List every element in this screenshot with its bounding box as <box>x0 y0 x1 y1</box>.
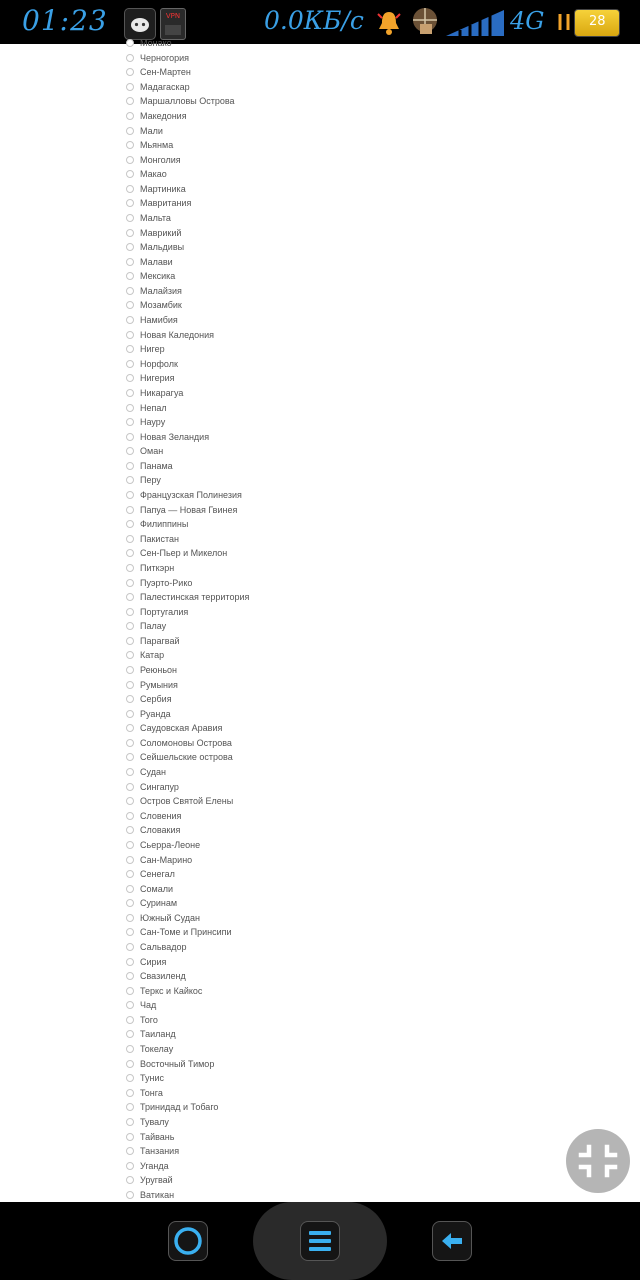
radio-button[interactable] <box>126 389 134 397</box>
country-label: Сенегал <box>140 869 175 880</box>
clock: 01:23 <box>22 4 108 37</box>
country-label: Филиппины <box>140 519 189 530</box>
country-label: Сингапур <box>140 781 179 792</box>
radio-button[interactable] <box>126 666 134 674</box>
radio-button[interactable] <box>126 1001 134 1009</box>
country-option[interactable] <box>126 823 180 837</box>
country-option[interactable] <box>126 401 167 415</box>
radio-button[interactable] <box>126 462 134 470</box>
radio-button[interactable] <box>126 637 134 645</box>
country-option[interactable] <box>126 984 202 998</box>
radio-button[interactable] <box>126 258 134 266</box>
country-label: Французская Полинезия <box>140 490 242 500</box>
country-option[interactable] <box>126 532 179 546</box>
country-option[interactable] <box>126 867 175 881</box>
status-bar <box>0 0 640 44</box>
country-radio-list[interactable] <box>0 38 640 1202</box>
radio-button[interactable] <box>126 841 134 849</box>
country-option[interactable] <box>126 969 186 983</box>
country-option[interactable] <box>126 138 173 152</box>
country-label: Тайвань <box>140 1131 175 1142</box>
radio-button[interactable] <box>126 141 134 149</box>
radio-button[interactable] <box>126 54 134 62</box>
country-label: Судан <box>140 767 166 777</box>
country-label: Панама <box>140 460 173 471</box>
radio-button[interactable] <box>126 914 134 922</box>
country-option[interactable] <box>126 444 163 458</box>
country-label: Монако <box>140 38 172 48</box>
country-option[interactable] <box>126 1115 169 1129</box>
radio-button[interactable] <box>126 710 134 718</box>
country-label: Соломоновы Острова <box>140 737 232 748</box>
country-option[interactable] <box>126 240 184 254</box>
network-speed: 0.0КБ/с <box>264 6 364 35</box>
country-option[interactable] <box>126 1071 164 1085</box>
country-label: Катар <box>140 650 165 661</box>
radio-button[interactable] <box>126 491 134 499</box>
country-label: Восточный Тимор <box>140 1058 215 1069</box>
country-option[interactable] <box>126 838 200 852</box>
country-option[interactable] <box>126 36 172 50</box>
country-option[interactable] <box>126 882 173 896</box>
bell-icon <box>374 8 404 42</box>
country-option[interactable] <box>126 736 232 750</box>
country-label: Танзания <box>140 1146 180 1157</box>
country-label: Мальдивы <box>140 242 185 253</box>
country-option[interactable] <box>126 65 191 79</box>
country-label: Намибия <box>140 315 178 325</box>
country-option[interactable] <box>126 1173 173 1187</box>
country-label: Токелау <box>140 1044 174 1054</box>
country-option[interactable] <box>126 605 188 619</box>
minimize-arrows-icon <box>566 1129 630 1193</box>
country-option[interactable] <box>126 1144 179 1158</box>
country-option[interactable] <box>126 313 178 327</box>
country-option[interactable] <box>126 371 175 385</box>
radio-button[interactable] <box>126 987 134 995</box>
country-label: Парагвай <box>140 635 180 646</box>
radio-button[interactable] <box>126 243 134 251</box>
country-label: Македония <box>140 110 187 121</box>
country-option[interactable] <box>126 853 192 867</box>
radio-button[interactable] <box>126 156 134 164</box>
country-option[interactable] <box>126 1100 218 1114</box>
country-label: Нигер <box>140 344 165 355</box>
country-label: Перу <box>140 475 161 486</box>
radio-button[interactable] <box>126 68 134 76</box>
country-option[interactable] <box>126 896 177 910</box>
country-option[interactable] <box>126 124 163 138</box>
country-label: Того <box>140 1014 158 1025</box>
country-option[interactable] <box>126 357 178 371</box>
country-label: Мьянма <box>140 140 174 151</box>
country-label: Тунис <box>140 1073 164 1084</box>
country-label: Мадагаскар <box>140 81 190 92</box>
country-option[interactable] <box>126 1013 158 1027</box>
menu-lines-icon <box>301 1222 339 1260</box>
country-label: Сьерра-Леоне <box>140 839 201 850</box>
radio-button[interactable] <box>126 549 134 557</box>
country-option[interactable] <box>126 109 187 123</box>
country-label: Никарагуа <box>140 387 184 398</box>
country-option[interactable] <box>126 342 165 356</box>
country-option[interactable] <box>126 298 182 312</box>
radio-button[interactable] <box>126 1060 134 1068</box>
radio-button[interactable] <box>126 272 134 280</box>
country-label: Руанда <box>140 708 171 719</box>
country-option[interactable] <box>126 211 171 225</box>
radio-button[interactable] <box>126 1089 134 1097</box>
country-label: Уругвай <box>140 1175 173 1186</box>
country-label: Сирия <box>140 956 167 967</box>
country-label: Тувалу <box>140 1116 169 1127</box>
country-label: Таиланд <box>140 1029 176 1040</box>
radio-button[interactable] <box>126 943 134 951</box>
country-option[interactable] <box>126 619 166 633</box>
radio-button[interactable] <box>126 1016 134 1024</box>
country-label: Монголия <box>140 154 181 165</box>
radio-button[interactable] <box>126 476 134 484</box>
country-option[interactable] <box>126 196 191 210</box>
country-label: Словения <box>140 810 182 821</box>
country-label: Суринам <box>140 898 178 909</box>
radio-button[interactable] <box>126 1162 134 1170</box>
radio-button[interactable] <box>126 345 134 353</box>
country-option[interactable] <box>126 750 233 764</box>
vpn-label: VPN <box>165 12 181 20</box>
radio-button[interactable] <box>126 214 134 222</box>
country-option[interactable] <box>126 415 165 429</box>
country-option[interactable] <box>126 488 242 502</box>
country-label: Чад <box>140 1000 157 1011</box>
country-label: Сейшельские острова <box>140 752 233 763</box>
country-label: Черногория <box>140 52 189 63</box>
radio-button[interactable] <box>126 229 134 237</box>
radio-button[interactable] <box>126 899 134 907</box>
country-option[interactable] <box>126 648 164 662</box>
country-option[interactable] <box>126 1159 169 1173</box>
country-label: Сан-Томе и Принсипи <box>140 927 232 938</box>
radio-button[interactable] <box>126 520 134 528</box>
radio-button[interactable] <box>126 928 134 936</box>
country-option[interactable] <box>126 707 171 721</box>
country-option[interactable] <box>126 1130 174 1144</box>
radio-button[interactable] <box>126 1147 134 1155</box>
radio-button[interactable] <box>126 127 134 135</box>
country-option[interactable] <box>126 1042 173 1056</box>
country-option[interactable] <box>126 182 186 196</box>
country-label: Норфолк <box>140 358 178 369</box>
country-option[interactable] <box>126 226 181 240</box>
radio-button[interactable] <box>126 404 134 412</box>
country-option[interactable] <box>126 167 167 181</box>
radio-button[interactable] <box>126 447 134 455</box>
country-option[interactable] <box>126 94 235 108</box>
country-label: Мозамбик <box>140 300 182 311</box>
radio-button[interactable] <box>126 724 134 732</box>
country-label: Свазиленд <box>140 971 186 982</box>
radio-button[interactable] <box>126 316 134 324</box>
country-label: Папуа — Новая Гвинея <box>140 504 238 515</box>
country-option[interactable] <box>126 663 177 677</box>
country-option[interactable] <box>126 634 179 648</box>
radio-button[interactable] <box>126 199 134 207</box>
country-option[interactable] <box>126 911 200 925</box>
security-app-icon <box>408 6 442 42</box>
country-label: Сен-Мартен <box>140 67 191 78</box>
radio-button[interactable] <box>126 593 134 601</box>
signal-strength-icon <box>446 10 504 40</box>
country-option[interactable] <box>126 780 179 794</box>
navigation-bar <box>0 1202 640 1280</box>
menu-button[interactable] <box>300 1221 340 1261</box>
country-option[interactable] <box>126 692 172 706</box>
radio-button[interactable] <box>126 856 134 864</box>
country-label: Реюньон <box>140 664 177 675</box>
radio-button[interactable] <box>126 331 134 339</box>
country-label: Малави <box>140 256 173 267</box>
country-option[interactable] <box>126 269 175 283</box>
country-option[interactable] <box>126 590 249 604</box>
radio-button[interactable] <box>126 753 134 761</box>
country-option[interactable] <box>126 503 237 517</box>
radio-button[interactable] <box>126 1030 134 1038</box>
country-option[interactable] <box>126 678 178 692</box>
country-label: Новая Зеландия <box>140 431 210 442</box>
country-label: Португалия <box>140 606 189 617</box>
radio-button[interactable] <box>126 739 134 747</box>
country-label: Палестинская территория <box>140 592 250 602</box>
radio-button[interactable] <box>126 1133 134 1141</box>
radio-button[interactable] <box>126 972 134 980</box>
country-option[interactable] <box>126 1086 163 1100</box>
back-button[interactable] <box>432 1221 472 1261</box>
country-label: Мали <box>140 125 163 136</box>
radio-button[interactable] <box>126 374 134 382</box>
country-label: Мальта <box>140 213 171 223</box>
country-label: Южный Судан <box>140 912 201 923</box>
country-option[interactable] <box>126 576 192 590</box>
network-type: 4G <box>510 7 545 35</box>
radio-button[interactable] <box>126 360 134 368</box>
country-label: Оман <box>140 446 164 457</box>
country-option[interactable] <box>126 925 232 939</box>
country-option[interactable] <box>126 255 173 269</box>
circle-home-icon <box>169 1222 207 1260</box>
home-button[interactable] <box>168 1221 208 1261</box>
country-label: Новая Каледония <box>140 329 214 340</box>
country-label: Тонга <box>140 1087 163 1098</box>
radio-button[interactable] <box>126 579 134 587</box>
radio-button[interactable] <box>126 418 134 426</box>
radio-button[interactable] <box>126 870 134 878</box>
country-label: Малайзия <box>140 285 182 296</box>
radio-button[interactable] <box>126 797 134 805</box>
radio-button[interactable] <box>126 826 134 834</box>
country-label: Румыния <box>140 679 178 690</box>
radio-button[interactable] <box>126 112 134 120</box>
radio-button[interactable] <box>126 651 134 659</box>
radio-button[interactable] <box>126 564 134 572</box>
country-label: Пуэрто-Рико <box>140 577 193 588</box>
country-label: Тринидад и Тобаго <box>140 1102 219 1113</box>
country-option[interactable] <box>126 809 181 823</box>
country-option[interactable] <box>126 546 227 560</box>
radio-button[interactable] <box>126 783 134 791</box>
country-option[interactable] <box>126 1057 214 1071</box>
radio-button[interactable] <box>126 1176 134 1184</box>
country-label: Пакистан <box>140 533 179 544</box>
country-option[interactable] <box>126 765 166 779</box>
country-label: Маршалловы Острова <box>140 96 235 107</box>
radio-button[interactable] <box>126 506 134 514</box>
radio-button[interactable] <box>126 287 134 295</box>
country-label: Теркс и Кайкос <box>140 985 203 996</box>
radio-button[interactable] <box>126 185 134 193</box>
radio-button[interactable] <box>126 812 134 820</box>
radio-button[interactable] <box>126 958 134 966</box>
country-option[interactable] <box>126 153 181 167</box>
country-label: Маврикий <box>140 227 182 238</box>
data-sync-icon <box>556 10 572 38</box>
country-option[interactable] <box>126 473 161 487</box>
country-option[interactable] <box>126 328 214 342</box>
country-label: Мексика <box>140 271 176 282</box>
country-label: Науру <box>140 417 166 428</box>
country-option[interactable] <box>126 1027 176 1041</box>
country-label: Остров Святой Елены <box>140 796 234 807</box>
country-label: Ватикан <box>140 1189 175 1200</box>
radio-button[interactable] <box>126 535 134 543</box>
country-option[interactable] <box>126 794 233 808</box>
radio-button[interactable] <box>126 1045 134 1053</box>
country-label: Палау <box>140 621 167 632</box>
country-label: Сальвадор <box>140 942 187 952</box>
country-label: Уганда <box>140 1160 169 1171</box>
country-option[interactable] <box>126 940 187 954</box>
country-label: Нигерия <box>140 373 175 384</box>
country-option[interactable] <box>126 284 182 298</box>
radio-button[interactable] <box>126 681 134 689</box>
radio-button[interactable] <box>126 1118 134 1126</box>
radio-button[interactable] <box>126 1191 134 1199</box>
radio-button[interactable] <box>126 170 134 178</box>
country-label: Макао <box>140 169 167 180</box>
country-label: Словакия <box>140 825 181 836</box>
radio-button[interactable] <box>126 97 134 105</box>
radio-button[interactable] <box>126 768 134 776</box>
country-label: Непал <box>140 402 167 413</box>
country-label: Саудовская Аравия <box>140 723 223 734</box>
country-label: Мавритания <box>140 198 192 209</box>
country-option[interactable] <box>126 51 189 65</box>
country-label: Сомали <box>140 883 173 894</box>
country-option[interactable] <box>126 721 222 735</box>
radio-button[interactable] <box>126 301 134 309</box>
radio-button[interactable] <box>126 885 134 893</box>
back-arrow-icon <box>433 1222 471 1260</box>
radio-button[interactable] <box>126 39 134 47</box>
battery-icon <box>574 9 620 37</box>
country-label: Сан-Марино <box>140 854 193 865</box>
country-option[interactable] <box>126 386 183 400</box>
radio-button[interactable] <box>126 608 134 616</box>
country-label: Питкэрн <box>140 562 175 573</box>
country-option[interactable] <box>126 80 190 94</box>
radio-button[interactable] <box>126 433 134 441</box>
radio-button[interactable] <box>126 83 134 91</box>
country-label: Мартиника <box>140 183 186 194</box>
minimize-button[interactable] <box>566 1129 630 1193</box>
radio-button[interactable] <box>126 1103 134 1111</box>
radio-button[interactable] <box>126 695 134 703</box>
country-option[interactable] <box>126 1188 174 1202</box>
country-option[interactable] <box>126 459 173 473</box>
country-label: Сербия <box>140 694 172 705</box>
country-option[interactable] <box>126 430 209 444</box>
country-option[interactable] <box>126 998 156 1012</box>
country-option[interactable] <box>126 561 174 575</box>
radio-button[interactable] <box>126 622 134 630</box>
country-option[interactable] <box>126 955 166 969</box>
country-option[interactable] <box>126 517 188 531</box>
radio-button[interactable] <box>126 1074 134 1082</box>
battery-level: 28 <box>589 14 606 29</box>
country-label: Сен-Пьер и Микелон <box>140 548 228 559</box>
